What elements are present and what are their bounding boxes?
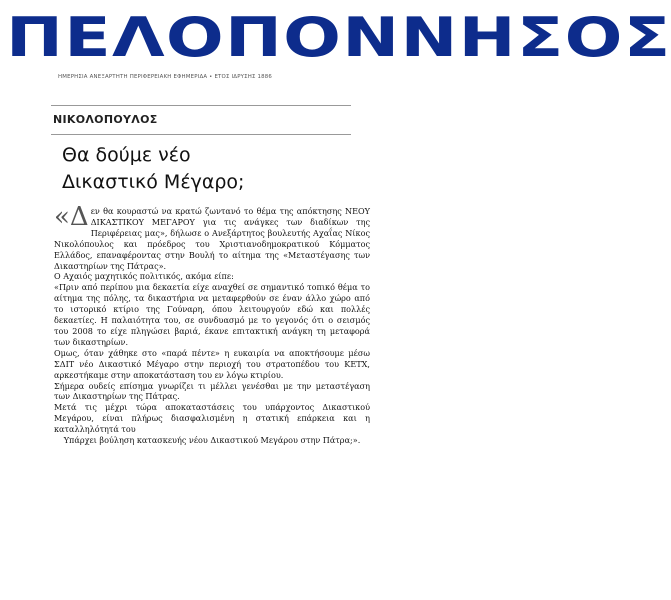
dropcap: «Δ xyxy=(54,202,89,232)
paragraph-6: Μετά τις μέχρι τώρα αποκαταστάσεις του υπάρχοντος Δικαστικού Μεγάρου, είναι πλήρως διασφαλισμένη η στατική επάρκεια και η καταλληλότητά του xyxy=(54,402,370,435)
section-label: ΝΙΚΟΛΟΠΟΥΛΟΣ xyxy=(53,113,158,126)
paragraph-7: Υπάρχει βούληση κατασκευής νέου Δικαστικού Μεγάρου στην Πάτρα;». xyxy=(63,435,361,446)
paragraph-3: «Πριν από περίπου μια δεκαετία είχε αναχθεί σε σημαντικό τοπικό θέμα το αίτημα της πόλης, τα δικαστήρια να μεταφερθούν σε έναν άλλο χώρο από το ιστορικό κτίριο της Γούναρη, όπου λειτουργούν εδώ και πολλές δεκαετίες. Η παλαιότητα του, σε συνδυασμό με το γεγονός ότι ο σεισμός του 2008 το είχε πληγώσει βαριά, έκανε επιτακτική ανάγκη τη μεταφορά των δικαστηρίων. xyxy=(54,282,370,347)
divider-top xyxy=(51,105,351,106)
divider-mid xyxy=(51,134,351,135)
newspaper-logo: ΠΕΛΟΠΟΝΝΗΣΟΣ xyxy=(6,6,671,69)
masthead xyxy=(6,6,671,86)
article-headline xyxy=(62,142,362,196)
paragraph-2: Ο Αχαιός μαχητικός πολιτικός, ακόμα είπε: xyxy=(54,271,234,282)
headline-line-1: Θα δούμε νέο xyxy=(62,144,191,166)
article-body xyxy=(54,202,370,446)
masthead-tagline: ΗΜΕΡΗΣΙΑ ΑΝΕΞΑΡΤΗΤΗ ΠΕΡΙΦΕΡΕΙΑΚΗ ΕΦΗΜΕΡΙΔΑ • ΕΤΟΣ ΙΔΡΥΣΗΣ 1886 xyxy=(58,74,273,80)
paragraph-1: «Δεν θα κουραστώ να κρατώ ζωντανό το θέμα της απόκτησης ΝΕΟΥ ΔΙΚΑΣΤΙΚΟΥ ΜΕΓΑΡΟΥ για τις ανάγκες των διαδίκων της Περιφέρειας μας», δήλωσε ο Ανεξάρτητος βουλευτής Αχαΐας Νίκος Νικολόπουλος και πρόεδρος του Χριστιανοδημοκρατικού Κόμματος Ελλάδος, επαναφέροντας στην Βουλή το αίτημα της «Μεταστέγασης των Δικαστηρίων της Πάτρας». xyxy=(54,202,370,271)
headline-line-2: Δικαστικό Μέγαρο; xyxy=(62,171,245,193)
paragraph-5: Σήμερα ουδείς επίσημα γνωρίζει τι μέλλει γενέσθαι με την μεταστέγαση των Δικαστηρίων της Πάτρας. xyxy=(54,380,370,402)
paragraph-4: Ομως, όταν χάθηκε στο «παρά πέντε» η ευκαιρία να αποκτήσουμε μέσω ΣΔΙΤ νέο Δικαστικό Μέγαρο στην περιοχή του στρατοπέδου του ΚΕΤΧ, αρκεστήκαμε στην αποκατάσταση του εν λόγω κτιρίου. xyxy=(54,347,370,380)
